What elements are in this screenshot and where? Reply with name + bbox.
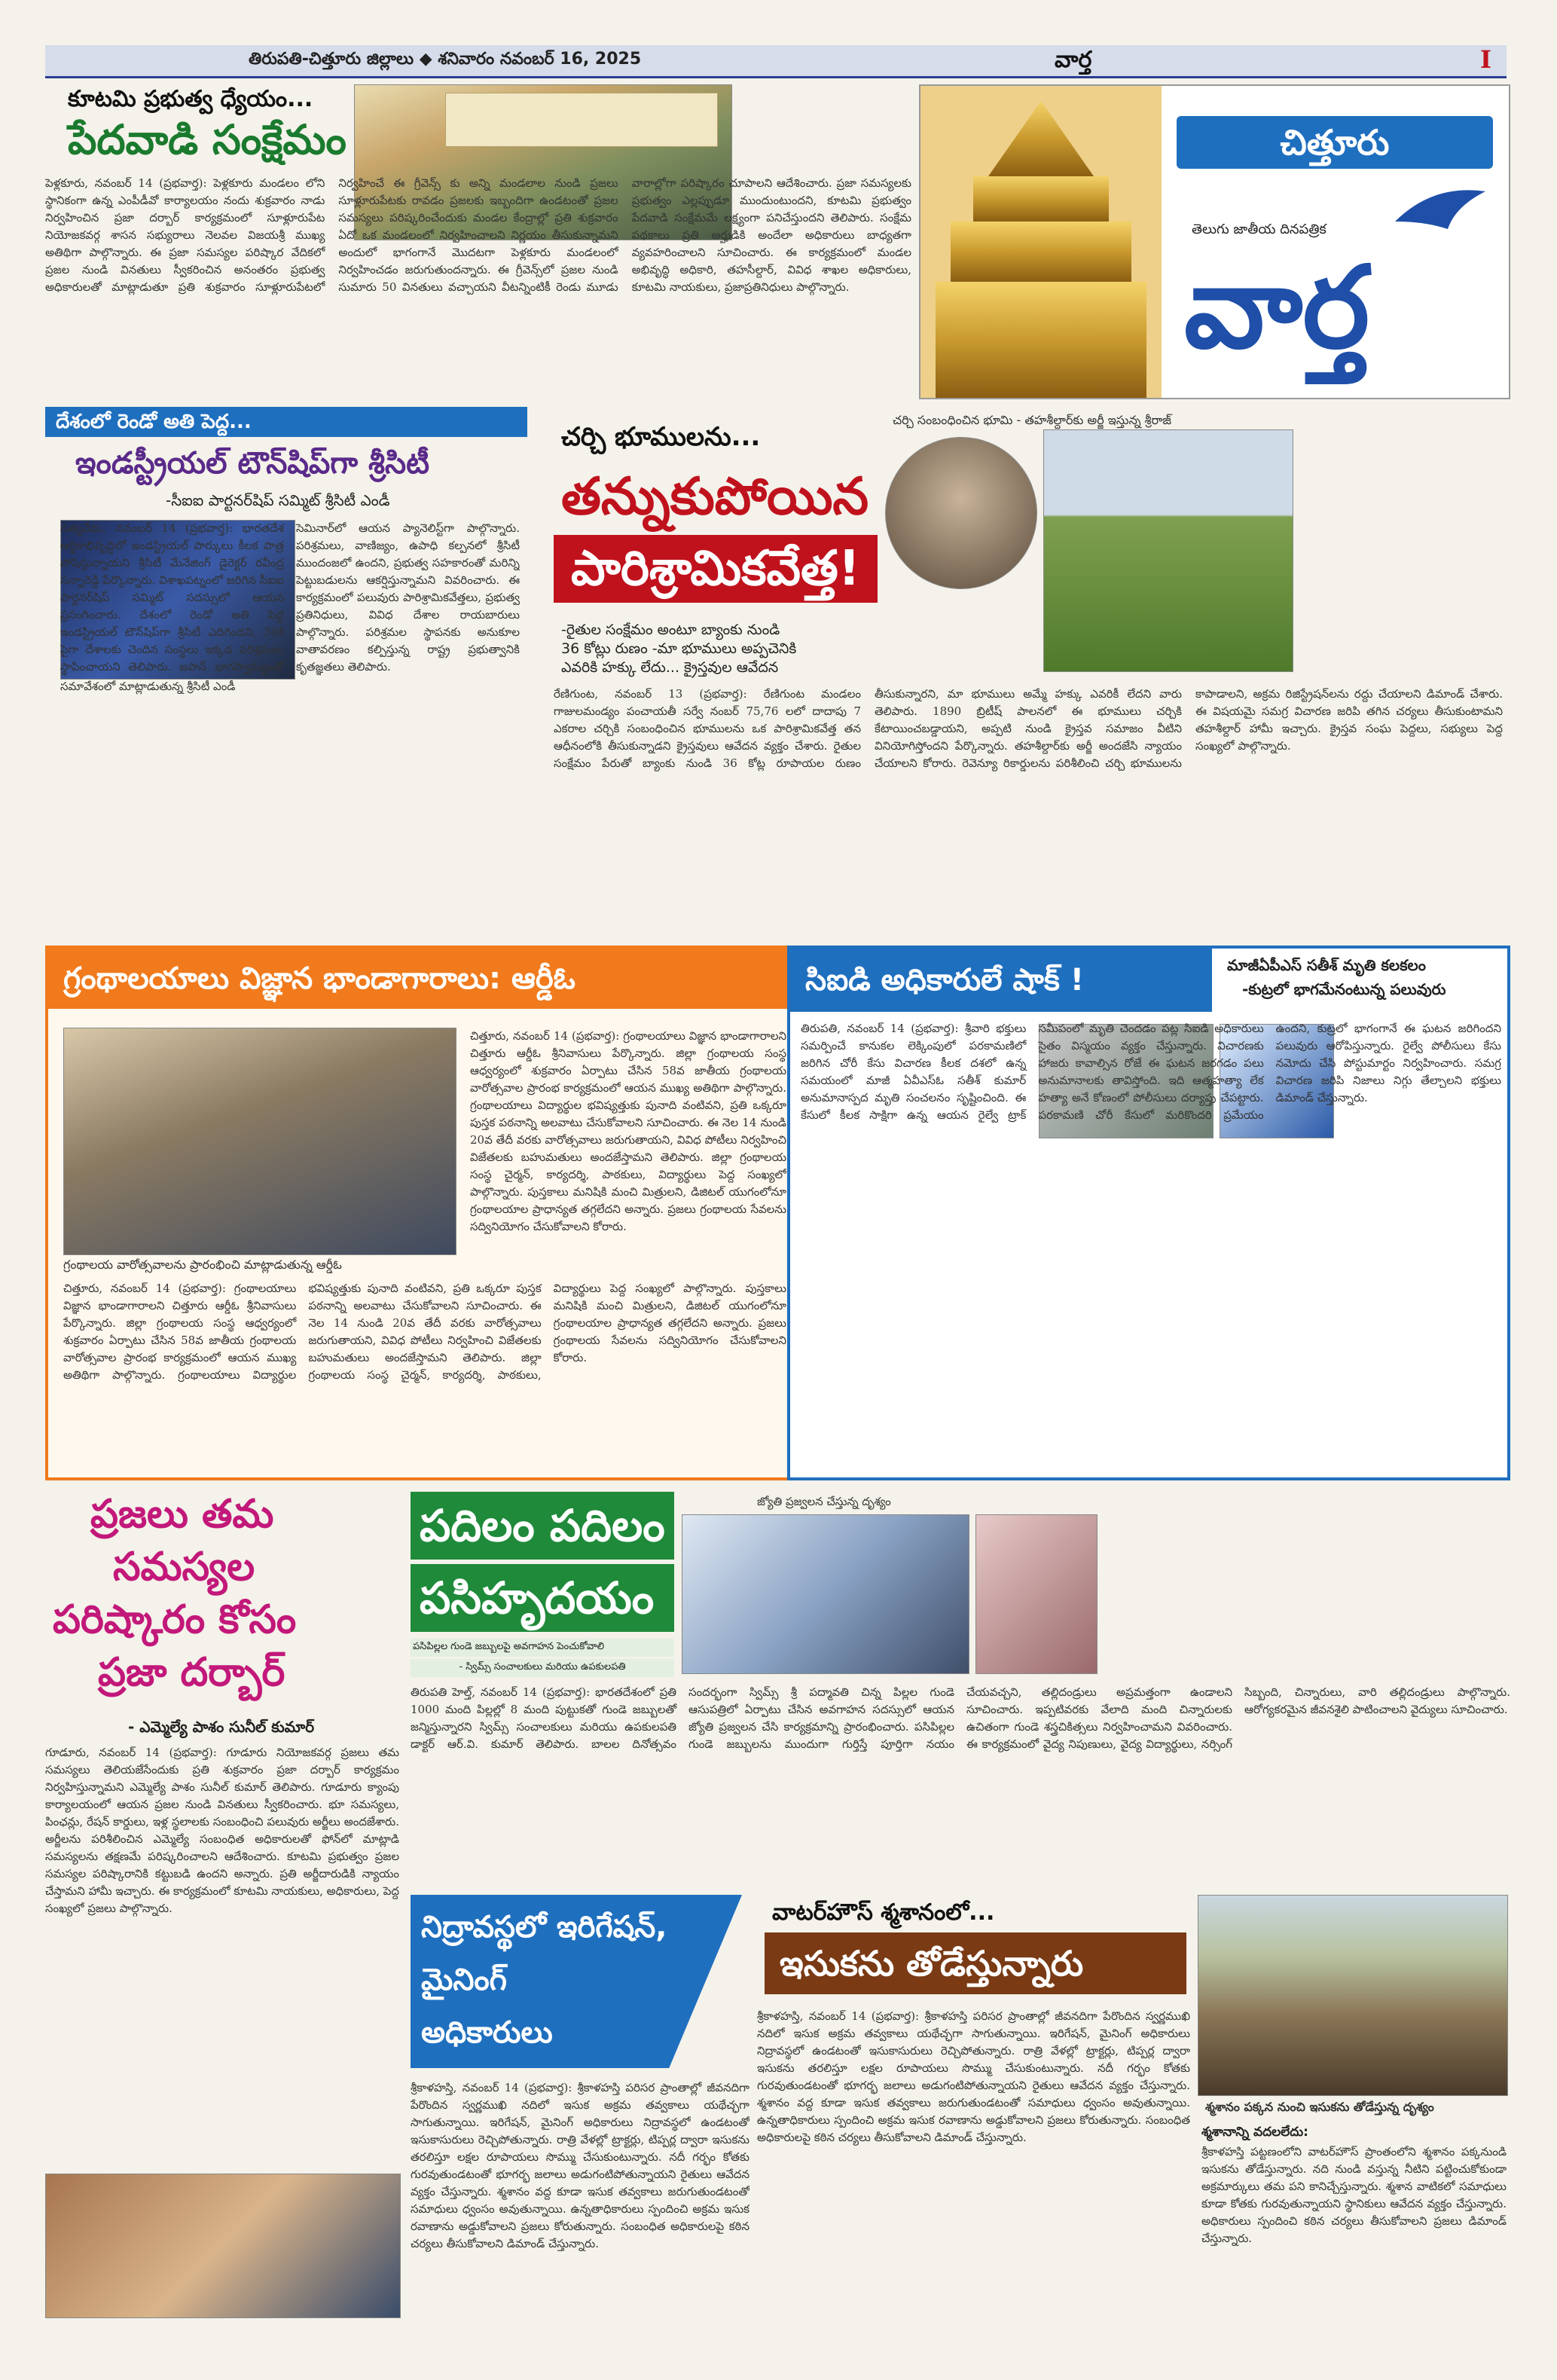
headline-line2: సమస్యల bbox=[113, 1544, 255, 1590]
story-irrigation bbox=[411, 1895, 749, 2324]
petition-photo bbox=[885, 437, 1037, 589]
headline-line4: ప్రజా దర్బార్ bbox=[98, 1650, 285, 1695]
story-welfare bbox=[45, 84, 911, 399]
edition-name: చిత్తూరు bbox=[1177, 116, 1493, 169]
headline-line3: పరిష్కారం కోసం bbox=[53, 1597, 297, 1642]
subhead-line2: 36 కోట్లు రుణం -మా భూములు అప్పచెనికి bbox=[561, 640, 797, 657]
headline-line2: మైనింగ్ bbox=[421, 1963, 507, 1997]
logo-text: వార్త bbox=[1184, 243, 1370, 374]
story-photo bbox=[45, 2174, 401, 2318]
headline: గ్రంథాలయాలు విజ్ఞాన భాండాగారాలు: ఆర్డీఓ bbox=[48, 949, 795, 1009]
edition-title-box bbox=[919, 84, 1510, 399]
temple-gopuram-image bbox=[920, 86, 1162, 398]
subhead-line2: - స్విమ్స్ సంచాలకులు మరియు ఉపకులపతి bbox=[411, 1659, 674, 1677]
headline: పేదవాడి సంక్షేమం bbox=[68, 116, 347, 163]
subhead-line3: ఎవరికి హక్కు లేదు... క్రైస్తవుల ఆవేదన bbox=[561, 659, 779, 676]
headline-line1: తన్నుకుపోయిన bbox=[561, 467, 869, 527]
story-photo bbox=[1198, 1895, 1508, 2096]
subhead-line2: -కుట్రలో భాగమేనంటున్న పలువురు bbox=[1242, 980, 1446, 998]
headline-line1: పదిలం పదిలం bbox=[411, 1492, 674, 1560]
photo-caption: శ్మశానం పక్కన నుంచి ఇసుకను తోడేస్తున్న దృశ్యం bbox=[1205, 2100, 1434, 2114]
story-body: పెళ్లకూరు, నవంబర్ 14 (ప్రభవార్త): పెళ్లకూరు మండలం లోని స్థానికంగా ఉన్న ఎంపీడీవో కార్యాలయం నందు శుక్రవారం నాడు నిర్వహించిన ప్రజా దర్బార్ కార్యక్రమంలో సూళ్లూరుపేట నియోజకవర్గ శాసన సభ్యురాలు నెలవల విజయశ్రీ ముఖ్య అతిథిగా పాల్గొన్నారు. ఈ ప్రజా సమస్యల పరిష్కార వేదికలో ప్రజల నుండి వినతులు స్వీకరించిన అనంతరం ప్రభుత్వ అధికారులతో మాట్లాడుతూ ప్రతి శుక్రవారం సూళ్లూరుపేటలో నిర్వహించే ఈ గ్రీవెన్స్ కు అన్ని మండలాల నుండి ప్రజలు సూళ్లూరుపేటకు రావడం ప్రజలకు ఇబ్బందిగా ఉండటంతో ప్రజల సమస్యలు పరిష్కరించేందుకు మండల కేంద్రాల్లో ప్రతి శుక్రవారం ఏదో ఒక మండలంలో నిర్వహించాలని నిర్ణయం తీసుకున్నామని అందులో భాగంగానే మొదటగా పెళ్లకూరు మండలంలో నిర్వహించడం జరుగుతుందన్నారు. ఈ గ్రీవెన్స్‌లో ప్రజల నుండి సుమారు 50 వినతులు వచ్చాయని వీటన్నింటికీ రెండు మూడు వారాల్లోగా పరిష్కారం చూపాలని ఆదేశించారు. ప్రజా సమస్యలకు ప్రభుత్వం ఎల్లప్పుడూ ముందుంటుందని, కూటమి ప్రభుత్వం పేదవాడి సంక్షేమమే లక్ష్యంగా పనిచేస్తుందని తెలిపారు. సంక్షేమ పథకాలు ప్రతి అర్హుడికి అందేలా అధికారులు బాధ్యతగా వ్యవహరించాలని సూచించారు. ఈ కార్యక్రమంలో మండల అభివృద్ధి అధికారి, తహసీల్దార్, వివిధ శాఖల అధికారులు, కూటమి నాయకులు, ప్రజాప్రతినిధులు పాల్గొన్నారు. bbox=[45, 176, 911, 294]
kicker: కూటమి ప్రభుత్వ ధ్యేయం... bbox=[68, 86, 313, 112]
story-body: రేణిగుంట, నవంబర్ 13 (ప్రభవార్త): రేణిగుంట మండలం గాజులమండ్యం పంచాయతీ సర్వే నంబర్ 75,76 లలో దాదాపు 7 ఎకరాల చర్చికి సంబంధించిన భూములను ఒక పారిశ్రామికవేత్త తన ఆధీనంలోకి తీసుకున్నాడని క్రైస్తవులు ఆవేదన వ్యక్తం చేశారు. రైతుల సంక్షేమం పేరుతో బ్యాంకు నుండి 36 కోట్ల రూపాయల రుణం తీసుకున్నారని, మా భూములు అమ్మే హక్కు ఎవరికీ లేదని వారు తెలిపారు. 1890 బ్రిటీష్ పాలనలో ఈ భూములు చర్చికి కేటాయించబడ్డాయని, అప్పటి నుండి క్రైస్తవ సమాజం వీటిని వినియోగిస్తోందని పేర్కొన్నారు. తహశీల్దార్‌కు అర్జీ అందజేసి న్యాయం చేయాలని కోరారు. రెవెన్యూ రికార్డులను పరిశీలించి చర్చి భూములను కాపాడాలని, అక్రమ రిజిస్ట్రేషన్‌లను రద్దు చేయాలని డిమాండ్ చేశారు. ఈ విషయమై సమగ్ర విచారణ జరిపి తగిన చర్యలు తీసుకుంటామని తహశీల్దార్ హామీ ఇచ్చారు. క్రైస్తవ సంఘ పెద్దలు, సభ్యులు పెద్ద సంఖ్యలో పాల్గొన్నారు. bbox=[554, 687, 1503, 770]
subhead: -సీఐఐ పార్టనర్‌షిప్ సమ్మిట్ శ్రీసిటీ ఎండీ bbox=[166, 491, 390, 509]
photo-stage-banner bbox=[445, 93, 718, 147]
story-body: చిత్తూరు, నవంబర్ 14 (ప్రభవార్త): గ్రంథాలయాలు విజ్ఞాన భాండాగారాలని చిత్తూరు ఆర్డీఓ శ్రీనివాసులు పేర్కొన్నారు. జిల్లా గ్రంథాలయ సంస్థ ఆధ్వర్యంలో శుక్రవారం ఏర్పాటు చేసిన 58వ జాతీయ గ్రంథాలయ వారోత్సవాల ప్రారంభ కార్యక్రమంలో ఆయన ముఖ్య అతిథిగా పాల్గొన్నారు. గ్రంథాలయాలు విద్యార్థుల భవిష్యత్తుకు పునాది వంటివని, ప్రతి ఒక్కరూ పుస్తక పఠనాన్ని అలవాటు చేసుకోవాలని సూచించారు. ఈ నెల 14 నుండి 20వ తేదీ వరకు వారోత్సవాలు జరుగుతాయని, వివిధ పోటీలు నిర్వహించి విజేతలకు బహుమతులు అందజేస్తామని తెలిపారు. జిల్లా గ్రంథాలయ సంస్థ చైర్మన్, కార్యదర్శి, పాఠకులు, విద్యార్థులు పెద్ద సంఖ్యలో పాల్గొన్నారు. పుస్తకాలు మనిషికి మంచి మిత్రులని, డిజిటల్ యుగంలోనూ గ్రంథాలయాల ప్రాధాన్యత తగ్గలేదని అన్నారు. ప్రజలు గ్రంథాలయ సేవలను సద్వినియోగం చేసుకోవాలని కోరారు. bbox=[63, 1282, 786, 1382]
land-photo bbox=[1043, 429, 1293, 672]
story-body: గూడూరు, నవంబర్ 14 (ప్రభవార్త): గూడూరు నియోజకవర్గ ప్రజలు తమ సమస్యలు తెలియజేసేందుకు ప్రతి శుక్రవారం ప్రజా దర్బార్ కార్యక్రమం నిర్వహిస్తున్నామని ఎమ్మెల్యే పాశం సునీల్ కుమార్ తెలిపారు. గూడూరు క్యాంపు కార్యాలయంలో ఆయన ప్రజల నుండి వినతులు స్వీకరించారు. భూ సమస్యలు, పింఛన్లు, రేషన్ కార్డులు, ఇళ్ల స్థలాలకు సంబంధించి పలువురు అర్జీలు అందజేశారు. అర్జీలను పరిశీలించిన ఎమ్మెల్యే సంబంధిత అధికారులతో ఫోన్‌లో మాట్లాడి సమస్యలను తక్షణమే పరిష్కరించాలని ఆదేశించారు. కూటమి ప్రభుత్వం ప్రజల సమస్యల పరిష్కారానికి కట్టుబడి ఉందని అన్నారు. ప్రతి అర్జీదారుడికి న్యాయం చేస్తామని హామీ ఇచ్చారు. ఈ కార్యక్రమంలో కూటమి నాయకులు, అధికారులు, పెద్ద సంఖ్యలో ప్రజలు పాల్గొన్నారు. bbox=[45, 1746, 399, 1915]
photo-caption: సమావేశంలో మాట్లాడుతున్న శ్రీసిటీ ఎండీ bbox=[60, 680, 236, 693]
headline-line2: పారిశ్రామికవేత్త! bbox=[554, 535, 878, 603]
headline-line2: పసిహృదయం bbox=[411, 1564, 674, 1632]
kicker: దేశంలో రెండో అతి పెద్ద... bbox=[45, 407, 527, 437]
story-body-right-column bbox=[1299, 429, 1503, 678]
story-body: శ్రీకాళహస్తి పట్టణంలోని వాటర్‌హౌస్ ప్రాంతంలోని శ్మశానం పక్కనుండి ఇసుకను తోడేస్తున్నారు. నది నుండి వస్తున్న నీటిని పట్టించుకోకుండా అక్రమార్కులు తమ పని కానిచ్చేస్తున్నారు. శ్మశాన వాటికలో సమాధులు కూడా కోతకు గురవుతున్నాయని స్థానికులు ఆవేదన వ్యక్తం చేస్తున్నారు. అధికారులు స్పందించి కఠిన చర్యలు తీసుకోవాలని ప్రజలు డిమాండ్ చేస్తున్నారు. bbox=[1201, 2145, 1507, 2245]
photo-caption: చర్చి సంబంధించిన భూమి - తహశీల్దార్‌కు అర్జీ ఇస్తున్న శ్రీరాజ్ bbox=[893, 413, 1172, 427]
story-body-upper: చిత్తూరు, నవంబర్ 14 (ప్రభవార్త): గ్రంథాలయాలు విజ్ఞాన భాండాగారాలని చిత్తూరు ఆర్డీఓ శ్రీనివాసులు పేర్కొన్నారు. జిల్లా గ్రంథాలయ సంస్థ ఆధ్వర్యంలో శుక్రవారం ఏర్పాటు చేసిన 58వ జాతీయ గ్రంథాలయ వారోత్సవాల ప్రారంభ కార్యక్రమంలో ఆయన ముఖ్య అతిథిగా పాల్గొన్నారు. గ్రంథాలయాలు విద్యార్థుల భవిష్యత్తుకు పునాది వంటివని, ప్రతి ఒక్కరూ పుస్తక పఠనాన్ని అలవాటు చేసుకోవాలని సూచించారు. ఈ నెల 14 నుండి 20వ తేదీ వరకు వారోత్సవాలు జరుగుతాయని, వివిధ పోటీలు నిర్వహించి విజేతలకు బహుమతులు అందజేస్తామని తెలిపారు. జిల్లా గ్రంథాలయ సంస్థ చైర్మన్, కార్యదర్శి, పాఠకులు, విద్యార్థులు పెద్ద సంఖ్యలో పాల్గొన్నారు. పుస్తకాలు మనిషికి మంచి మిత్రులని, డిజిటల్ యుగంలోనూ గ్రంథాలయాల ప్రాధాన్యత తగ్గలేదని అన్నారు. ప్రజలు గ్రంథాలయ సేవలను సద్వినియోగం చేసుకోవాలని కోరారు. bbox=[470, 1029, 786, 1233]
story-body-top-right bbox=[1104, 1492, 1510, 1680]
date-line: తిరుపతి-చిత్తూరు జిల్లాలు ◆ శనివారం నవంబర్ 16, 2025 bbox=[249, 50, 642, 69]
page-number: I bbox=[1480, 45, 1491, 74]
story-body: సత్యవేడు, నవంబర్ 14 (ప్రభవార్త): భారతదేశ ఆర్థికాభివృద్ధిలో ఇండస్ట్రియల్ పార్కులు కీలక పాత్ర పోషిస్తున్నాయని శ్రీసిటీ మేనేజింగ్ డైరెక్టర్ రవీంద్ర సన్నారెడ్డి పేర్కొన్నారు. విశాఖపట్నంలో జరిగిన సీఐఐ పార్టనర్‌షిప్ సమ్మిట్ సదస్సులో ఆయన ప్రసంగించారు. దేశంలో రెండో అతి పెద్ద ఇండస్ట్రియల్ టౌన్‌షిప్‌గా శ్రీసిటీ ఎదిగిందని, 30కి పైగా దేశాలకు చెందిన సంస్థలు ఇక్కడ పరిశ్రమలు స్థాపించాయని తెలిపారు. జపాన్ భాగస్వామ్యంతో సెమినార్‌లో ఆయన ప్యానెలిస్ట్‌గా పాల్గొన్నారు. పరిశ్రమలు, వాణిజ్యం, ఉపాధి కల్పనలో శ్రీసిటీ ముందంజలో ఉందని, ప్రభుత్వ సహకారంతో మరిన్ని పెట్టుబడులను ఆకర్షిస్తున్నామని వివరించారు. ఈ కార్యక్రమంలో పలువురు పారిశ్రామికవేత్తలు, ప్రభుత్వ ప్రతినిధులు, వివిధ దేశాల రాయబారులు పాల్గొన్నారు. పరిశ్రమల స్థాపనకు అనుకూల వాతావరణం కల్పిస్తున్న రాష్ట్ర ప్రభుత్వానికి కృతజ్ఞతలు తెలిపారు. bbox=[60, 521, 520, 674]
subhead-line1: -రైతుల సంక్షేమం అంటూ బ్యాంకు నుండి bbox=[561, 622, 780, 638]
masthead-bar bbox=[45, 45, 1507, 78]
story-child-heart bbox=[411, 1492, 1510, 1884]
subhead-line1: పసిపిల్లల గుండె జబ్బులపై అవగాహన పెంచుకోవాలి bbox=[411, 1639, 674, 1657]
dove-logo-icon bbox=[1388, 176, 1493, 244]
headline: ఇసుకను తోడేస్తున్నారు bbox=[765, 1932, 1186, 1994]
story-body: తిరుపతి, నవంబర్ 14 (ప్రభవార్త): శ్రీవారి భక్తులు సమర్పించే కానుకల లెక్కింపులో పరకామణిలో జరిగిన చోరీ కేసు విచారణ కీలక దశలో ఉన్న సమయంలో మాజీ ఏవీఎస్‌ఓ సతీశ్ కుమార్ అనుమానాస్పద మృతి సంచలనం సృష్టించింది. ఈ కేసులో కీలక సాక్షిగా ఉన్న ఆయన రైల్వే ట్రాక్ సమీపంలో మృతి చెందడం పట్ల సిఐడి అధికారులు సైతం విస్మయం వ్యక్తం చేస్తున్నారు. విచారణకు హాజరు కావాల్సిన రోజే ఈ ఘటన జరగడం పలు అనుమానాలకు తావిస్తోంది. ఇది ఆత్మహత్యా లేక హత్యా అనే కోణంలో పోలీసులు దర్యాప్తు చేపట్టారు. పరకామణి చోరీ కేసులో మరికొందరి ప్రమేయం ఉందని, కుట్రలో భాగంగానే ఈ ఘటన జరిగిందని పలువురు ఆరోపిస్తున్నారు. రైల్వే పోలీసులు కేసు నమోదు చేసి పోస్టుమార్టం నిర్వహించారు. సమగ్ర విచారణ జరిపి నిజాలు నిగ్గు తేల్చాలని భక్తులు డిమాండ్ చేస్తున్నారు. bbox=[801, 1022, 1501, 1122]
kicker: వాటర్‌హౌస్ శ్మశానంలో... bbox=[772, 1899, 995, 1926]
byline: - ఎమ్మెల్యే పాశం సునీల్ కుమార్ bbox=[128, 1718, 315, 1736]
headline-line1: ప్రజలు తమ bbox=[90, 1492, 274, 1537]
story-cid bbox=[787, 946, 1510, 1480]
subhead-line1: మాజీఏపీఎస్ సతీశ్ మృతి కలకలం bbox=[1227, 956, 1426, 974]
audience-photo bbox=[975, 1514, 1098, 1674]
headline-line3: అధికారులు bbox=[421, 2015, 553, 2050]
paper-name: వార్త bbox=[1055, 47, 1092, 73]
story-praja-darbar bbox=[45, 1492, 399, 2320]
photo-caption: జ్యోతి ప్రజ్వలన చేస్తున్న దృశ్యం bbox=[757, 1495, 891, 1508]
story-body: తిరుపతి హెల్త్, నవంబర్ 14 (ప్రభవార్త): భారతదేశంలో ప్రతి 1000 మంది పిల్లల్లో 8 మంది పుట్టుకతో గుండె జబ్బులతో జన్మిస్తున్నారని స్విమ్స్ సంచాలకులు మరియు ఉపకులపతి డాక్టర్ ఆర్.వి. కుమార్ తెలిపారు. బాలల దినోత్సవం సందర్భంగా స్విమ్స్ శ్రీ పద్మావతి చిన్న పిల్లల గుండె ఆసుపత్రిలో ఏర్పాటు చేసిన అవగాహన సదస్సులో ఆయన జ్యోతి ప్రజ్వలన చేసి కార్యక్రమాన్ని ప్రారంభించారు. పసిపిల్లల గుండె జబ్బులను ముందుగా గుర్తిస్తే పూర్తిగా నయం చేయవచ్చని, తల్లిదండ్రులు అప్రమత్తంగా ఉండాలని సూచించారు. ఇప్పటివరకు వేలాది మంది చిన్నారులకు ఉచితంగా గుండె శస్త్రచికిత్సలు నిర్వహించామని వివరించారు. ఈ కార్యక్రమంలో వైద్య నిపుణులు, వైద్య విద్యార్థులు, నర్సింగ్ సిబ్బంది, చిన్నారులు, వారి తల్లిదండ్రులు పాల్గొన్నారు. ఆరోగ్యకరమైన జీవనశైలి పాటించాలని వైద్యులు సూచించారు. bbox=[411, 1685, 1510, 1751]
headline-line1: నిద్రావస్థలో ఇరిగేషన్, bbox=[421, 1910, 667, 1945]
story-sand-mining bbox=[757, 1895, 1510, 2324]
lead: శ్మశానాన్ని వదలలేదు: bbox=[1201, 2125, 1308, 2140]
story-church-lands bbox=[539, 407, 1510, 934]
story-photo bbox=[682, 1514, 969, 1674]
headline: ఇండస్ట్రీయల్ టౌన్‌షిప్‌గా శ్రీసిటీ bbox=[75, 446, 430, 481]
story-libraries bbox=[45, 946, 798, 1480]
headline: సిఐడి అధికారులే షాక్ ! bbox=[790, 949, 1212, 1012]
story-sricity bbox=[45, 407, 527, 934]
tagline: తెలుగు జాతీయ దినపత్రిక bbox=[1192, 222, 1327, 237]
story-body-left: శ్రీకాళహస్తి, నవంబర్ 14 (ప్రభవార్త): శ్రీకాళహస్తి పరిసర ప్రాంతాల్లో జీవనదిగా పేరొందిన స్వర్ణముఖి నదిలో ఇసుక అక్రమ తవ్వకాలు యథేచ్ఛగా సాగుతున్నాయి. ఇరిగేషన్, మైనింగ్ అధికారులు నిద్రావస్థలో ఉండటంతో ఇసుకాసురులు రెచ్చిపోతున్నారు. రాత్రి వేళల్లో ట్రాక్టర్లు, టిప్పర్ల ద్వారా ఇసుకను తరలిస్తూ లక్షల రూపాయలు సొమ్ము చేసుకుంటున్నారు. నదీ గర్భం కోతకు గురవుతుండటంతో భూగర్భ జలాలు అడుగంటిపోతున్నాయని రైతులు ఆవేదన వ్యక్తం చేస్తున్నారు. శ్మశానం వద్ద కూడా ఇసుక తవ్వకాలు జరుగుతుండటంతో సమాధులు ధ్వంసం అవుతున్నాయి. ఉన్నతాధికారులు స్పందించి అక్రమ ఇసుక రవాణాను అడ్డుకోవాలని ప్రజలు కోరుతున్నారు. సంబంధిత అధికారులపై కఠిన చర్యలు తీసుకోవాలని డిమాండ్ చేస్తున్నారు. bbox=[757, 2009, 1190, 2144]
photo-caption: గ్రంథాలయ వారోత్సవాలను ప్రారంభించి మాట్లాడుతున్న ఆర్డీఓ bbox=[63, 1257, 342, 1272]
kicker: చర్చి భూములను... bbox=[561, 422, 761, 452]
story-photo bbox=[63, 1028, 456, 1255]
story-body: శ్రీకాళహస్తి, నవంబర్ 14 (ప్రభవార్త): శ్రీకాళహస్తి పరిసర ప్రాంతాల్లో జీవనదిగా పేరొందిన స్వర్ణముఖి నదిలో ఇసుక అక్రమ తవ్వకాలు యథేచ్ఛగా సాగుతున్నాయి. ఇరిగేషన్, మైనింగ్ అధికారులు నిద్రావస్థలో ఉండటంతో ఇసుకాసురులు రెచ్చిపోతున్నారు. రాత్రి వేళల్లో ట్రాక్టర్లు, టిప్పర్ల ద్వారా ఇసుకను తరలిస్తూ లక్షల రూపాయలు సొమ్ము చేసుకుంటున్నారు. నదీ గర్భం కోతకు గురవుతుండటంతో భూగర్భ జలాలు అడుగంటిపోతున్నాయని రైతులు ఆవేదన వ్యక్తం చేస్తున్నారు. శ్మశానం వద్ద కూడా ఇసుక తవ్వకాలు జరుగుతుండటంతో సమాధులు ధ్వంసం అవుతున్నాయి. ఉన్నతాధికారులు స్పందించి అక్రమ ఇసుక రవాణాను అడ్డుకోవాలని ప్రజలు కోరుతున్నారు. సంబంధిత అధికారులపై కఠిన చర్యలు తీసుకోవాలని డిమాండ్ చేస్తున్నారు. bbox=[411, 2081, 749, 2250]
